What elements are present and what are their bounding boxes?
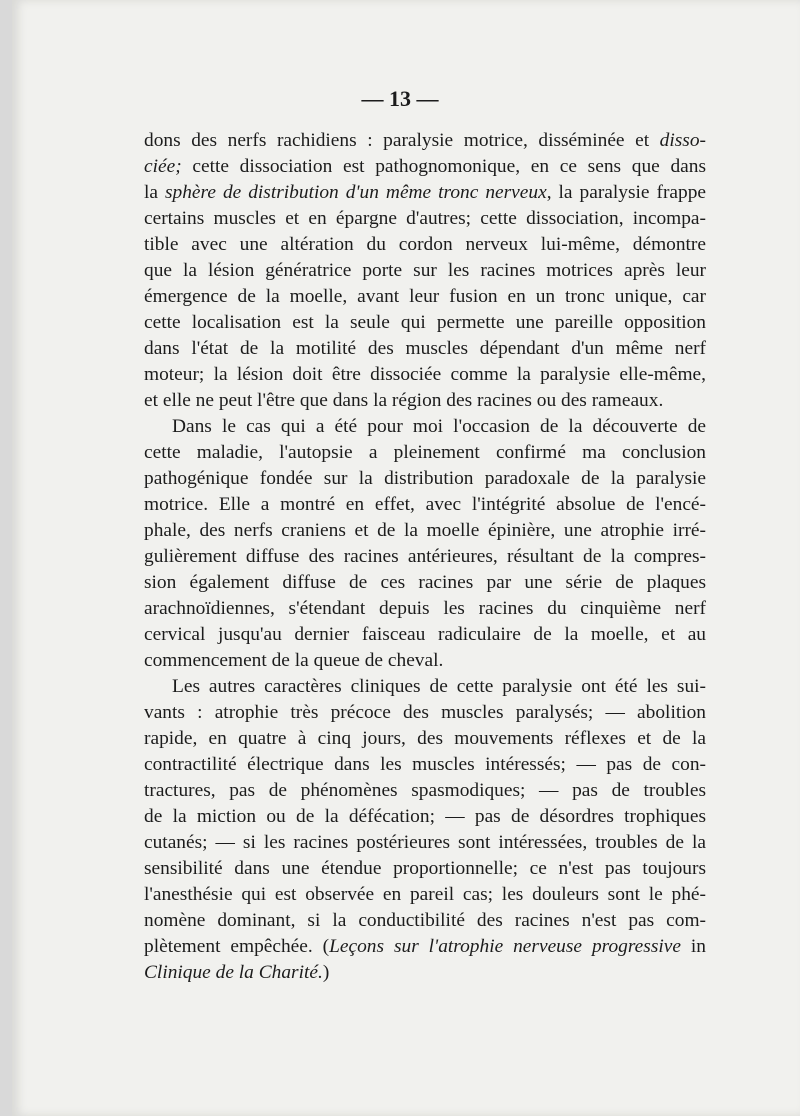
text-line xyxy=(144,596,706,622)
text-line xyxy=(172,674,706,700)
italic-run: sphère de distribution d'un même tronc nerveux xyxy=(164,182,547,203)
text-run: nomène dominant, si la conductibilité des racines n'est pas com- xyxy=(144,910,706,931)
text-line xyxy=(144,310,706,336)
text-run: Les autres caractères cliniques de cette paralysie ont été les sui- xyxy=(172,676,706,697)
text-line xyxy=(144,336,706,362)
text-run: la xyxy=(144,182,165,203)
text-line xyxy=(144,154,706,180)
page-number: — 13 — xyxy=(361,86,439,111)
text-run: motrice. Elle a montré en effet, avec l'intégrité absolue de l'encé- xyxy=(144,494,706,515)
text-run: gulièrement diffuse des racines antérieures, résultant de la compres- xyxy=(144,546,706,567)
text-run: émergence de la moelle, avant leur fusion en un tronc unique, car xyxy=(144,286,706,307)
text-line xyxy=(144,960,706,986)
text-line xyxy=(144,570,706,596)
text-line xyxy=(144,258,706,284)
text-line xyxy=(144,882,706,908)
text-line xyxy=(144,466,706,492)
text-run: certains muscles et en épargne d'autres; cette dissociation, incompa- xyxy=(144,208,706,229)
text-line xyxy=(144,726,706,752)
text-line xyxy=(144,206,706,232)
text-run: de la miction ou de la défécation; — pas de désordres trophiques xyxy=(144,806,706,827)
text-run: cette maladie, l'autopsie a pleinement confirmé ma conclusion xyxy=(144,442,706,463)
text-run: contractilité électrique dans les muscles intéressés; — pas de con- xyxy=(144,754,706,775)
text-line xyxy=(144,804,706,830)
text-line xyxy=(144,440,706,466)
text-run: sion également diffuse de ces racines par une série de plaques xyxy=(144,572,706,593)
text-line xyxy=(144,856,706,882)
text-line xyxy=(144,362,706,388)
text-run: in xyxy=(680,936,706,957)
text-run: cette localisation est la seule qui permette une pareille opposition xyxy=(144,312,706,333)
text-run: tractures, pas de phénomènes spasmodiques; — pas de troubles xyxy=(144,780,706,801)
text-run: que la lésion génératrice porte sur les racines motrices après leur xyxy=(144,260,706,281)
text-line xyxy=(144,700,706,726)
italic-run: Clinique de la Charité. xyxy=(144,962,323,983)
italic-run: Leçons sur l'atrophie nerveuse progressive xyxy=(329,936,681,957)
italic-run: ciée; xyxy=(144,156,182,177)
text-line xyxy=(144,518,706,544)
text-run: vants : atrophie très précoce des muscles paralysés; — abolition xyxy=(144,702,706,723)
text-run: ) xyxy=(322,962,330,983)
text-line xyxy=(144,544,706,570)
text-line xyxy=(144,492,706,518)
text-run: et elle ne peut l'être que dans la région des racines ou des rameaux. xyxy=(144,390,664,411)
text-run: phale, des nerfs craniens et de la moelle épinière, une atrophie irré- xyxy=(144,520,706,541)
text-line xyxy=(144,284,706,310)
text-line xyxy=(144,180,706,206)
text-run: arachnoïdiennes, s'étendant depuis les racines du cinquième nerf xyxy=(144,598,706,619)
text-line xyxy=(144,778,706,804)
text-run: , la paralysie frappe xyxy=(546,182,706,203)
text-line xyxy=(144,830,706,856)
text-run: Dans le cas qui a été pour moi l'occasion de la découverte de xyxy=(172,416,706,437)
text-line xyxy=(172,414,706,440)
text-line xyxy=(144,388,706,414)
text-run: moteur; la lésion doit être dissociée comme la paralysie elle-même, xyxy=(144,364,706,385)
text-run: pathogénique fondée sur la distribution paradoxale de la paralysie xyxy=(144,468,706,489)
text-line xyxy=(144,622,706,648)
text-line xyxy=(144,752,706,778)
text-run: sensibilité dans une étendue proportionnelle; ce n'est pas toujours xyxy=(144,858,706,879)
text-run: cette dissociation est pathognomonique, en ce sens que dans xyxy=(181,156,706,177)
text-run: tible avec une altération du cordon nerveux lui-même, démontre xyxy=(144,234,706,255)
text-line xyxy=(144,232,706,258)
text-line xyxy=(144,648,706,674)
text-run: cervical jusqu'au dernier faisceau radiculaire de la moelle, et au xyxy=(144,624,706,645)
text-run: dans l'état de la motilité des muscles dépendant d'un même nerf xyxy=(144,338,706,359)
text-run: commencement de la queue de cheval. xyxy=(144,650,444,671)
text-run: rapide, en quatre à cinq jours, des mouvements réflexes et de la xyxy=(144,728,706,749)
italic-run: disso- xyxy=(659,130,706,151)
text-run: plètement empêchée. ( xyxy=(144,936,330,957)
text-run: cutanés; — si les racines postérieures sont intéressées, troubles de la xyxy=(144,832,706,853)
text-run: l'anesthésie qui est observée en pareil cas; les douleurs sont le phé- xyxy=(144,884,706,905)
text-run: dons des nerfs rachidiens : paralysie motrice, disséminée et xyxy=(144,130,660,151)
text-line xyxy=(144,128,706,154)
text-line xyxy=(144,934,706,960)
text-line xyxy=(144,908,706,934)
